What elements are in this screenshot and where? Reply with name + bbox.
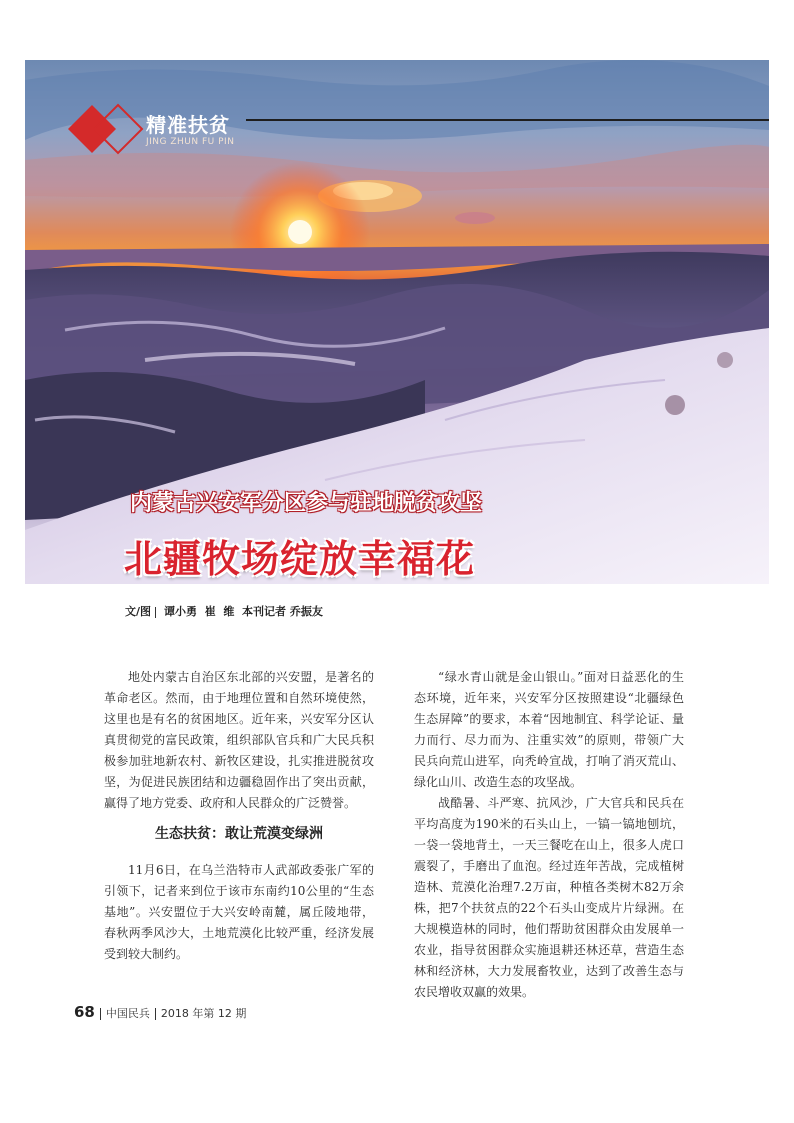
page-number: 68 <box>74 1003 95 1021</box>
section-rule <box>246 119 769 121</box>
byline-separator <box>155 607 156 618</box>
paragraph: 地处内蒙古自治区东北部的兴安盟，是著名的革命老区。然而，由于地理位置和自然环境使然，这里也是有名的贫困地区。近年来，兴安军分区认真贯彻党的富民政策，组织部队官兵和广大民兵积极参加驻地新农村、新牧区建设，扎实推进脱贫攻坚，为促进民族团结和边疆稳固作出了突出贡献，赢得了地方党委、政府和人民群众的广泛赞誉。 <box>104 670 374 810</box>
magazine-name: 中国民兵 <box>105 1007 150 1020</box>
byline-authors: 谭小勇 崔 维 本刊记者 乔振友 <box>164 605 323 618</box>
byline <box>125 603 323 619</box>
body-column-left <box>104 667 374 814</box>
section-badge <box>68 103 146 159</box>
paragraph: 战酷暑、斗严寒、抗风沙，广大官兵和民兵在平均高度为190米的石头山上，一镐一镐地刨坑，一袋一袋地背土，一天三餐吃在山上，很多人虎口震裂了，手磨出了血泡。经过连年苦战，完成植树造林、荒漠化治理7.2万亩，种植各类树木82万余株，把7个扶贫点的22个石头山变成片片绿洲。在大规模造林的同时，他们帮助贫困群众由发展单一农业，指导贫困群众实施退耕还林还草，营造生态林和经济林，大力发展畜牧业，达到了改善生态与农民增收双赢的效果。 <box>414 796 684 999</box>
diamond-logo-icon <box>68 103 146 159</box>
footer-separator <box>155 1008 156 1020</box>
body-column-right <box>414 667 684 1003</box>
issue-info: 2018 年第 12 期 <box>160 1007 247 1020</box>
article-subtitle: 内蒙古兴安军分区参与驻地脱贫攻坚 <box>130 491 483 516</box>
section-subtitle: JING ZHUN FU PIN <box>146 137 235 147</box>
paragraph: “绿水青山就是金山银山。”面对日益恶化的生态环境，近年来，兴安军分区按照建设“北疆绿色生态屏障”的要求，本着“因地制宜、科学论证、量力而行、尽力而为、注重实效”的原则，带领广大民兵向荒山进军，向秃岭宣战，打响了消灭荒山、绿化山川、改造生态的攻坚战。 <box>414 670 684 789</box>
paragraph: 11月6日，在乌兰浩特市人武部政委张广军的引领下，记者来到位于该市东南约10公里的“生态基地”。兴安盟位于大兴安岭南麓，属丘陵地带，春秋两季风沙大，土地荒漠化比较严重，经济发展受到较大制约。 <box>104 863 374 961</box>
body-column-left-continued <box>104 860 374 965</box>
page-footer <box>74 1003 246 1021</box>
byline-label: 文/图 <box>125 605 152 618</box>
section-heading: 生态扶贫：敢让荒漠变绿洲 <box>155 826 323 842</box>
article-title: 北疆牧场绽放幸福花 <box>124 537 476 581</box>
section-title: 精准扶贫 <box>146 113 230 137</box>
footer-separator <box>100 1008 101 1020</box>
